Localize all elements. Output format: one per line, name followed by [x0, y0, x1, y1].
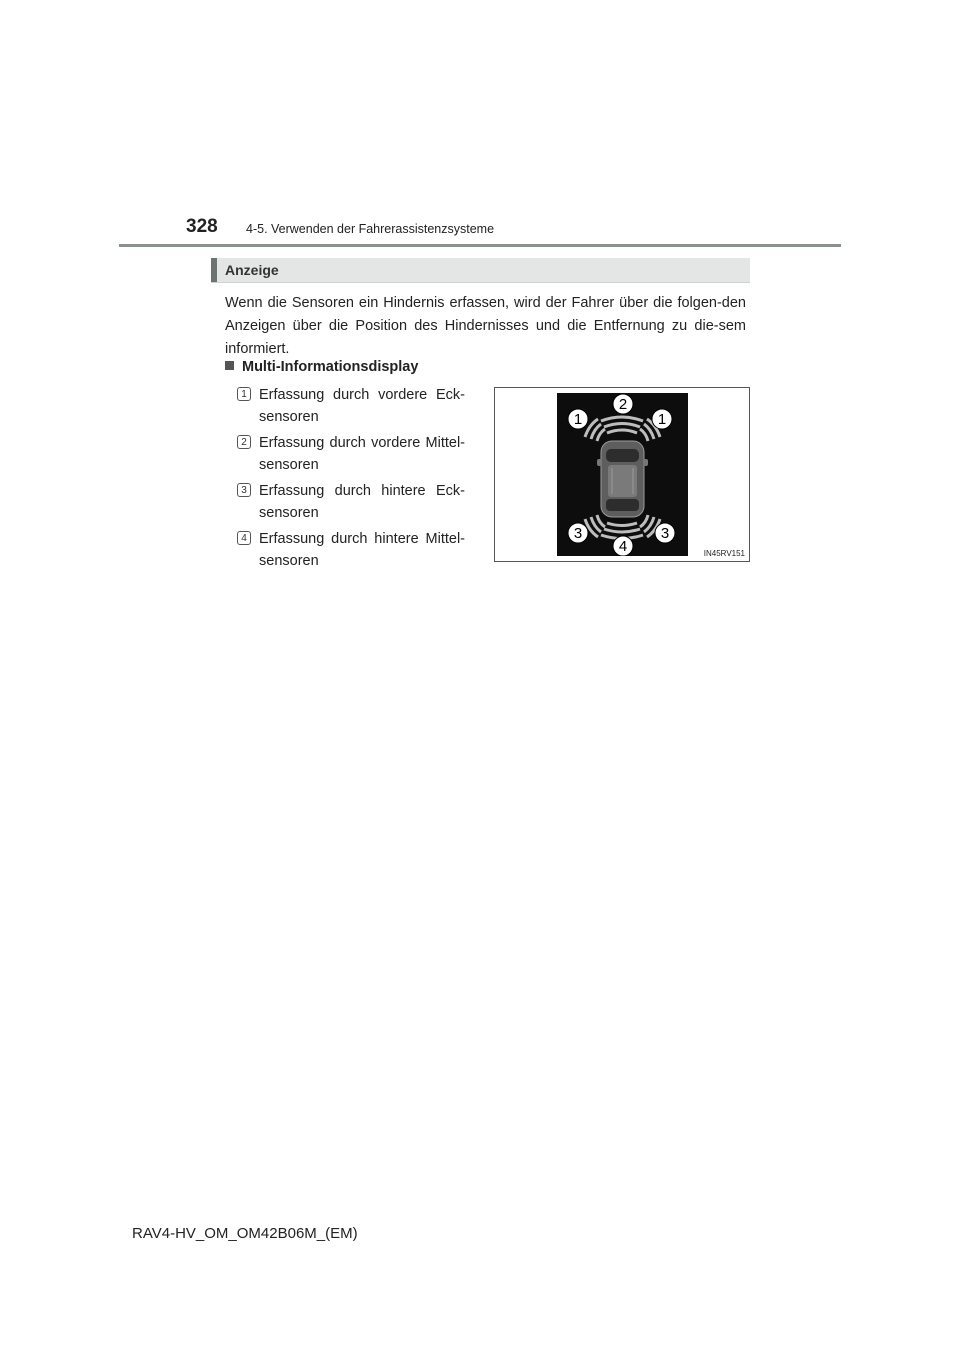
front-left-corner-sensor-arcs — [585, 419, 605, 441]
figure-code: IN45RV151 — [703, 549, 745, 558]
callout-label: 1 — [657, 411, 667, 428]
section-accent — [211, 258, 217, 282]
footer-text: RAV4-HV_OM_OM42B06M_(EM) — [132, 1225, 358, 1242]
subsection-title: Multi-Informationsdisplay — [242, 359, 419, 375]
list-item — [237, 432, 465, 476]
parking-sensor-illustration — [557, 393, 688, 556]
subsection-heading — [225, 359, 418, 375]
item-number-badge: 2 — [237, 435, 251, 449]
list-item — [237, 480, 465, 524]
callout-label: 3 — [573, 525, 583, 542]
item-text: Erfassung durch hintere Mittel-sensoren — [259, 531, 465, 569]
item-text: Erfassung durch vordere Eck-sensoren — [259, 387, 465, 425]
car-top-view-icon — [597, 441, 648, 517]
list-item — [237, 384, 465, 428]
intro-paragraph: Wenn die Sensoren ein Hindernis erfassen, wird der Fahrer über die folgen-den Anzeigen über die Position des Hindernisses und die Entfernung zu die-sem informiert. — [225, 295, 746, 357]
chapter-title: 4-5. Verwenden der Fahrerassistenzsysteme — [246, 222, 495, 236]
section-title: Anzeige — [225, 262, 279, 278]
square-bullet-icon — [225, 361, 234, 370]
multi-info-display-screen — [557, 393, 688, 556]
item-text: Erfassung durch vordere Mittel-sensoren — [259, 435, 465, 473]
item-number-badge: 3 — [237, 483, 251, 497]
item-number-badge: 1 — [237, 387, 251, 401]
item-text: Erfassung durch hintere Eck-sensoren — [259, 483, 465, 521]
callout-label: 3 — [660, 525, 670, 542]
section-heading-bar — [211, 258, 750, 283]
list-item — [237, 528, 465, 572]
item-number-badge: 4 — [237, 531, 251, 545]
sensor-display-figure — [494, 387, 750, 562]
front-center-sensor-arcs — [601, 417, 643, 433]
header-divider — [119, 244, 841, 247]
item-list — [237, 384, 465, 576]
callout-label: 2 — [618, 396, 628, 413]
callout-label: 4 — [618, 538, 628, 555]
page-number: 328 — [186, 216, 218, 237]
callout-label: 1 — [573, 411, 583, 428]
